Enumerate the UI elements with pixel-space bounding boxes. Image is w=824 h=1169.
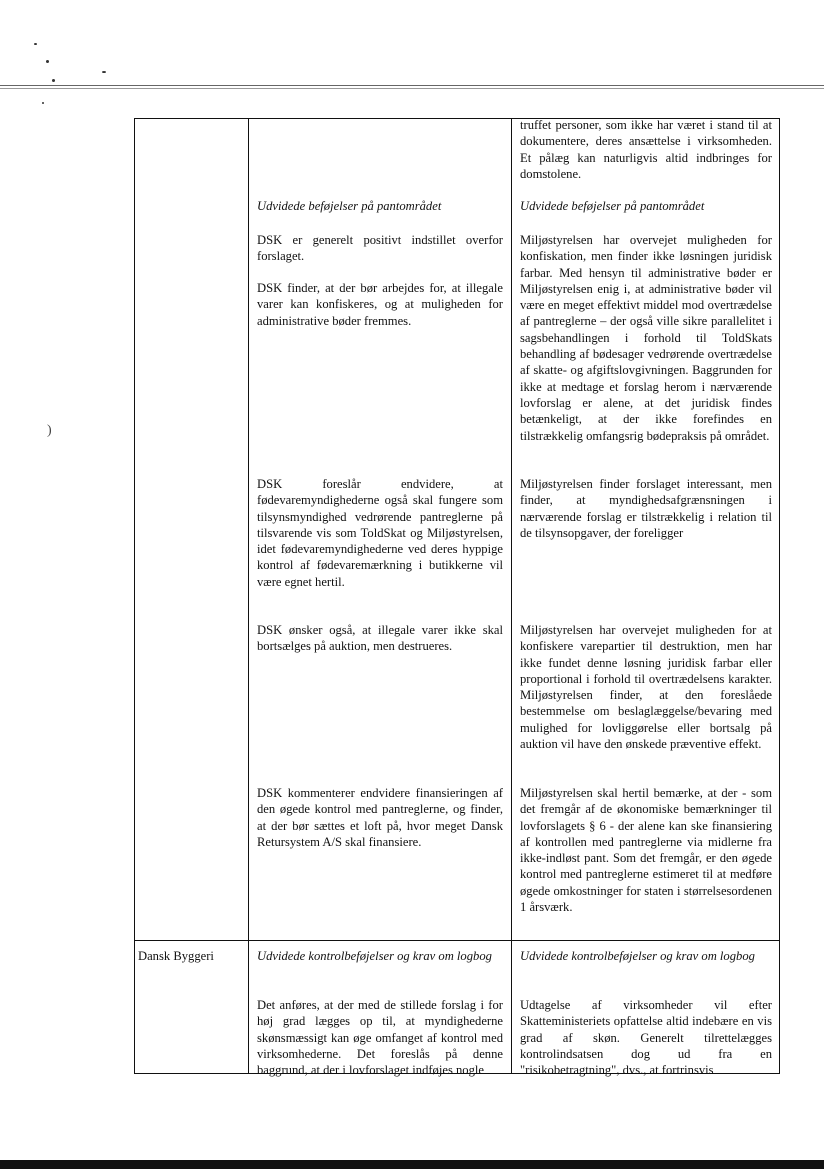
scan-border-bottom xyxy=(0,1160,824,1169)
scan-speck xyxy=(46,60,49,63)
section-heading-reply: Udvidede beføjelser på pantområdet xyxy=(520,199,705,213)
scan-speck xyxy=(42,102,44,104)
reply-continued: truffet personer, som ikke har været i stand til at dokumentere, deres ansættelse i virksomheden. Et pålæg kan naturligvis altid indbringes for domstolene. xyxy=(520,118,772,181)
comment-financing: DSK kommenterer endvidere finansieringen af den øgede kontrol med pantreglerne, og finder, at der bør sættes et loft på, hvor meget Dansk Retursystem A/S skal finansiere. xyxy=(257,786,503,849)
margin-mark: ) xyxy=(47,423,52,438)
reply-financing: Miljøstyrelsen skal hertil bemærke, at der - som det fremgår af de økonomiske bemærkninger til lovforslagets § 6 - der alene kan ske finansiering af kontrollen med pantreglerne via midlerne fra ikke-indløst pant. Som det fremgår, er den øgede kontrol med pantreglerne estimeret til at medføre øgede omkostninger for staten i størrelsesordenen 1 årsværk. xyxy=(520,786,772,915)
row-divider-dansk-byggeri xyxy=(134,940,780,941)
table-border-left xyxy=(134,118,135,1074)
scan-rule-top-2 xyxy=(0,88,824,89)
table-border-col1 xyxy=(248,118,249,1074)
section-heading-reply-logbook: Udvidede kontrolbeføjelser og krav om logbog xyxy=(520,949,755,963)
section-heading-comment: Udvidede beføjelser på pantområdet xyxy=(257,199,442,213)
reply-control-powers: Udtagelse af virksomheder vil efter Skatteministeriets opfattelse altid indebære en vis grad af skøn. Generelt tilrettelægges kontrolindsatsen dog ud fra en "risikobetragtning", dvs., at fortrinsvis xyxy=(520,998,772,1078)
scan-rule-top xyxy=(0,85,824,86)
reply-destruction: Miljøstyrelsen har overvejet muligheden for at konfiskere varepartier til destruktion, men har ikke fundet denne løsning juridisk farbar eller proportional i forhold til overtrædelsens karakter. Miljøstyrelsen finder, at den foreslåede bestemmelse om beslaglæggelse/bevaring med mulighed for lovliggørelse eller bortsalg på auktion vil have den ønskede præventive effekt. xyxy=(520,623,772,752)
table-border-right xyxy=(779,118,780,1074)
comment-food-authorities: DSK foreslår endvidere, at fødevaremyndighederne også skal fungere som tilsynsmyndighed vedrørende pantreglerne på tilsvarende vis som ToldSkat og Miljøstyrelsen, idet fødevaremyndighederne ved deres hyppige kontrol af fødevaremærkning i butikkerne vil være egnet hertil. xyxy=(257,477,503,589)
reply-confiscation: Miljøstyrelsen har overvejet muligheden for konfiskation, men finder ikke løsningen juridisk farbar. Med hensyn til administrative bøder er Miljøstyrelsen enig i, at administrative bøder vil være en meget effektivt middel mod overtrædelse af pantreglerne – der også ville sikre parallelitet i sagsbehandlingen i forhold til ToldSkats behandling af bødesager vedrørende overtrædelse af skatte- og afgiftslovgivningen. Baggrunden for ikke at medtage et forslag herom i nærværende lovforslag er alene, at det juridisk findes betænkeligt, at der ikke forefindes en tilstrækkelig omfangsrig bødepraksis på området. xyxy=(520,233,772,443)
scan-speck xyxy=(34,43,37,45)
comment-positive: DSK er generelt positivt indstillet overfor forslaget. xyxy=(257,233,503,264)
comment-confiscation: DSK finder, at der bør arbejdes for, at illegale varer kan konfiskeres, og at muligheden for administrative bøder fremmes. xyxy=(257,281,503,328)
reply-food-authorities: Miljøstyrelsen finder forslaget interessant, men finder, at myndighedsafgrænsningen i nærværende forslag er tilstrækkelig i relation til de tilsynsopgaver, der foreligger xyxy=(520,477,772,540)
scan-speck xyxy=(52,79,55,82)
section-heading-comment-logbook: Udvidede kontrolbeføjelser og krav om logbog xyxy=(257,949,492,963)
comment-control-powers: Det anføres, at der med de stillede forslag i for høj grad lægges op til, at myndighederne skønsmæssigt kan øge omfanget af kontrol med virksomhederne. Det foreslås på denne baggrund, at der i lovforslaget indføjes nogle xyxy=(257,998,503,1078)
table-border-col2 xyxy=(511,118,512,1074)
organization-name: Dansk Byggeri xyxy=(138,949,214,963)
comment-destruction: DSK ønsker også, at illegale varer ikke skal bortsælges på auktion, men destrueres. xyxy=(257,623,503,654)
scan-speck xyxy=(102,71,106,73)
